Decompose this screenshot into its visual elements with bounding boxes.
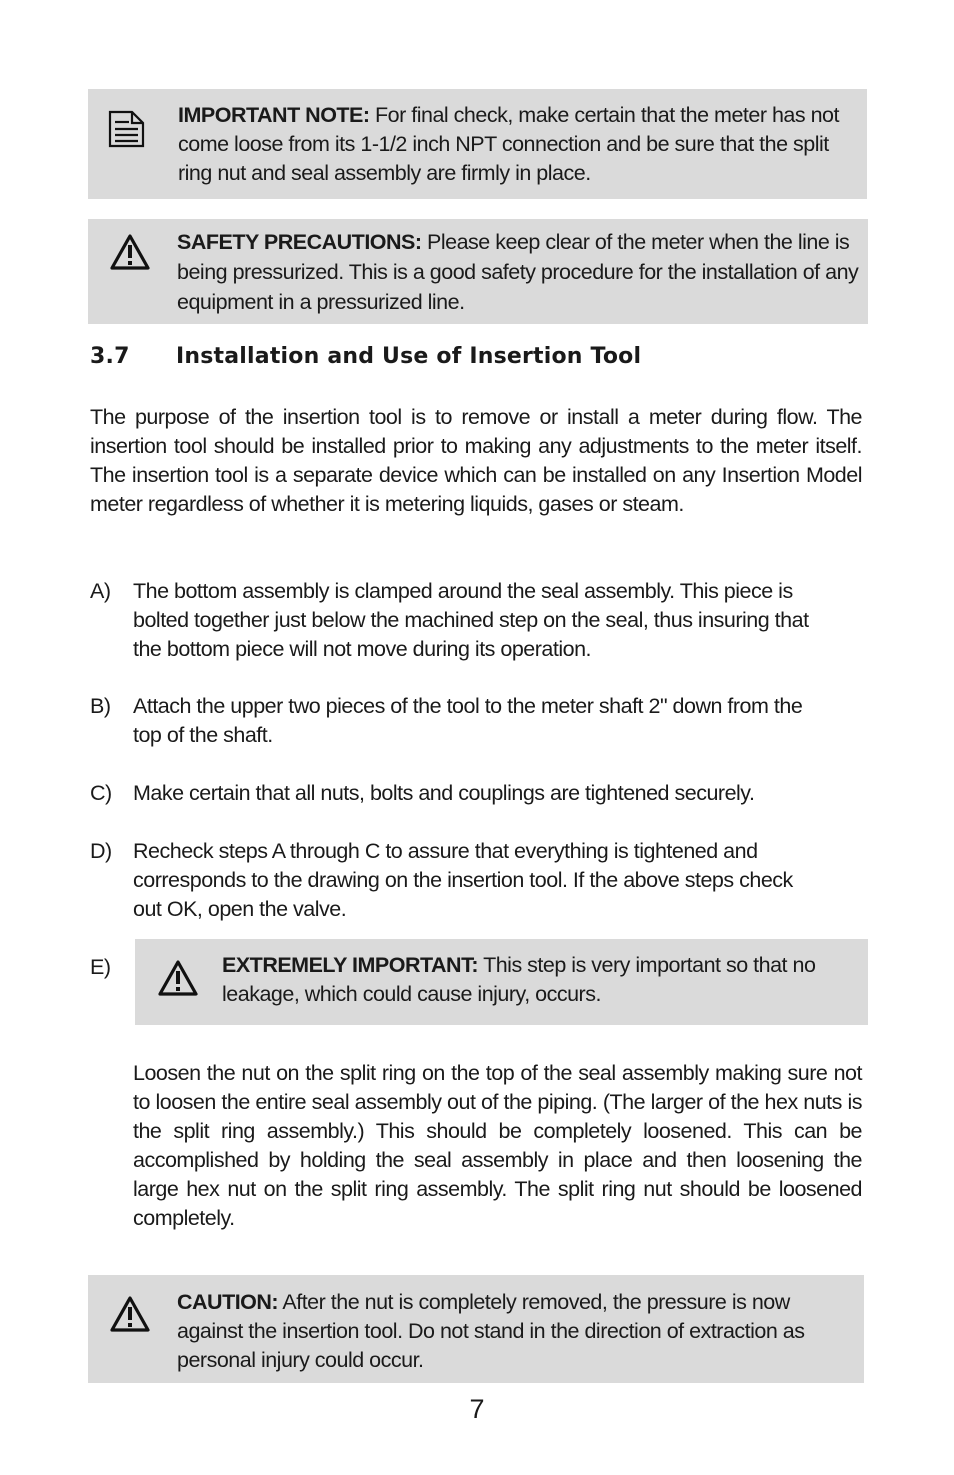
caution-body: After the nut is completely removed, the pressure is now against the insertion tool. Do not stand in the direction of extraction as personal injury could occur. — [177, 1290, 805, 1372]
intro-paragraph: The purpose of the insertion tool is to remove or install a meter during flow. The insertion tool should be installed prior to making any adjustments to the meter itself. The insertion tool is a separate device which can be installed on any Insertion Model meter regardless of whether it is metering liquids, gases or steam. — [90, 405, 862, 516]
step-label: C) — [90, 781, 112, 805]
step-text: Make certain that all nuts, bolts and couplings are tightened securely. — [133, 781, 755, 805]
safety-precautions-text — [177, 227, 867, 317]
warning-triangle-icon — [109, 1295, 151, 1338]
step-text: The bottom assembly is clamped around the seal assembly. This piece is bolted together just below the machined step on the seal, thus insuring that the bottom piece will not move during its operation. — [133, 579, 809, 661]
section-heading — [90, 344, 641, 369]
document-note-icon — [107, 109, 147, 154]
step-e-paragraph: Loosen the nut on the split ring on the top of the seal assembly making sure not to loosen the entire seal assembly out of the piping. (The larger of the hex nuts is the split ring assembly.) This should be completely loosened. This can be accomplished by holding the seal assembly in place and then loosening the large hex nut on the split ring assembly. The split ring nut should be loosened completely. — [133, 1061, 862, 1230]
safety-precautions-heading: SAFETY PRECAUTIONS: — [177, 230, 422, 254]
step-label: E) — [90, 955, 111, 979]
important-note-box — [88, 89, 867, 199]
step-label: A) — [90, 579, 111, 603]
step-label: D) — [90, 839, 112, 863]
page-number: 7 — [469, 1394, 485, 1424]
step-text: Attach the upper two pieces of the tool to the meter shaft 2" down from the top of the shaft. — [133, 694, 803, 747]
safety-precautions-box — [88, 219, 868, 324]
warning-triangle-icon — [109, 233, 151, 276]
caution-text — [177, 1288, 837, 1375]
extremely-important-box — [135, 939, 868, 1025]
caution-box — [88, 1275, 864, 1383]
extremely-important-heading: EXTREMELY IMPORTANT: — [222, 953, 478, 977]
warning-triangle-icon — [157, 959, 199, 1002]
safety-precautions-body: Please keep clear of the meter when the line is being pressurized. This is a good safety procedure for the installation of any equipment in a pressurized line. — [177, 230, 859, 314]
step-label: B) — [90, 694, 111, 718]
section-number: 3.7 — [90, 344, 130, 369]
section-title: Installation and Use of Insertion Tool — [176, 344, 642, 369]
important-note-body: For final check, make certain that the meter has not come loose from its 1-1/2 inch NPT connection and be sure that the split ring nut and seal assembly are firmly in place. — [178, 103, 839, 185]
extremely-important-text — [222, 951, 852, 1009]
caution-heading: CAUTION: — [177, 1290, 279, 1314]
step-text: Recheck steps A through C to assure that everything is tightened and corresponds to the drawing on the insertion tool. If the above steps check out OK, open the valve. — [133, 839, 793, 921]
extremely-important-body: This step is very important so that no leakage, which could cause injury, occurs. — [222, 953, 816, 1006]
important-note-text — [178, 101, 868, 188]
important-note-heading: IMPORTANT NOTE: — [178, 103, 370, 127]
